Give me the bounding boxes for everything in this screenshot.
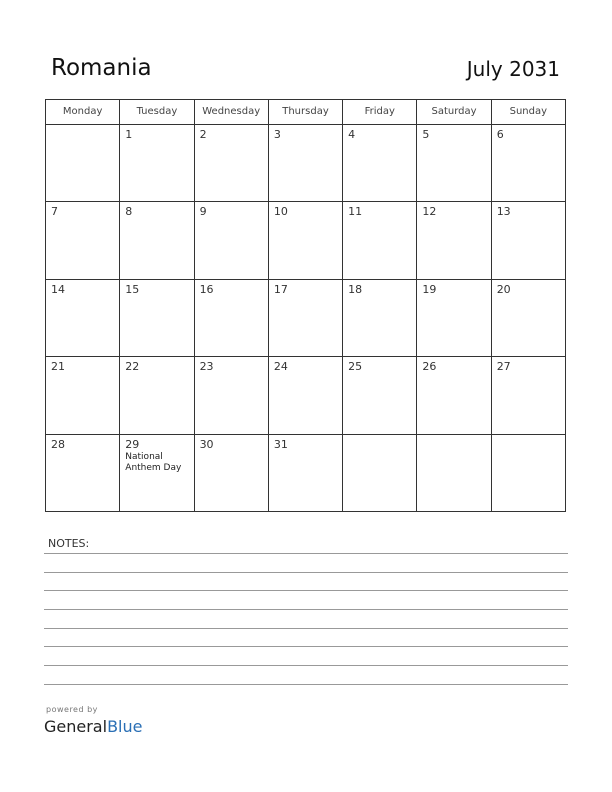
day-number: 3 xyxy=(273,128,281,141)
calendar-grid xyxy=(45,99,566,512)
calendar-week-row xyxy=(46,435,566,512)
calendar-day-cell xyxy=(343,280,417,357)
day-number: 13 xyxy=(496,205,511,219)
notes-line xyxy=(44,609,568,610)
day-number: 14 xyxy=(51,282,65,296)
calendar-day-cell xyxy=(417,357,491,434)
calendar-day-cell xyxy=(269,125,343,202)
day-number: 19 xyxy=(422,282,437,296)
calendar-day-cell xyxy=(46,435,120,512)
day-number: 1 xyxy=(125,128,133,141)
calendar-day-cell xyxy=(46,202,120,279)
day-number: 12 xyxy=(422,205,437,219)
day-number: 7 xyxy=(51,205,58,219)
calendar-day-cell xyxy=(343,357,417,434)
day-number: 23 xyxy=(199,360,214,374)
day-number: 28 xyxy=(51,437,65,451)
day-number: 6 xyxy=(496,128,504,141)
calendar-day-cell xyxy=(343,435,417,512)
calendar-country-title: Romania xyxy=(51,55,152,81)
day-number: 18 xyxy=(348,282,363,296)
notes-line xyxy=(44,684,568,685)
day-number: 21 xyxy=(51,360,65,374)
calendar-day-cell xyxy=(269,357,343,434)
day-number: 30 xyxy=(199,437,214,451)
calendar-day-cell xyxy=(492,435,566,512)
calendar-day-cell xyxy=(120,280,194,357)
day-number: 29 xyxy=(125,437,140,451)
generalblue-logo xyxy=(44,717,142,736)
weekday-friday: Friday xyxy=(343,100,417,125)
notes-line xyxy=(44,665,568,666)
calendar-day-cell xyxy=(195,357,269,434)
calendar-day-cell xyxy=(417,280,491,357)
calendar-day-cell xyxy=(120,435,194,512)
day-number: 25 xyxy=(348,360,363,374)
calendar-month-year: July 2031 xyxy=(466,57,560,81)
calendar-day-cell xyxy=(120,202,194,279)
weekday-wednesday: Wednesday xyxy=(195,100,269,125)
brand-general: General xyxy=(44,717,108,736)
calendar-day-cell xyxy=(492,202,566,279)
notes-line xyxy=(44,646,568,647)
powered-by-text: powered by xyxy=(46,705,98,714)
day-number: 16 xyxy=(199,282,214,296)
calendar-week-row xyxy=(46,357,566,434)
calendar-day-cell xyxy=(343,202,417,279)
calendar-day-cell xyxy=(195,125,269,202)
calendar-day-cell xyxy=(269,435,343,512)
calendar-day-cell xyxy=(46,280,120,357)
day-number: 9 xyxy=(199,205,207,219)
weekday-header-row xyxy=(46,100,566,125)
weekday-saturday: Saturday xyxy=(417,100,491,125)
calendar-day-cell xyxy=(492,125,566,202)
day-number: 24 xyxy=(273,360,288,374)
calendar-day-cell xyxy=(195,280,269,357)
brand-blue: Blue xyxy=(107,717,143,736)
day-number: 15 xyxy=(125,282,140,296)
day-number: 17 xyxy=(273,282,288,296)
calendar-day-cell xyxy=(417,435,491,512)
holiday-event: National Anthem Day xyxy=(125,451,182,473)
weekday-monday: Monday xyxy=(46,100,120,125)
day-number: 8 xyxy=(125,205,133,219)
notes-line xyxy=(44,572,568,573)
calendar-day-cell xyxy=(417,202,491,279)
day-number: 11 xyxy=(348,205,363,219)
calendar-weeks xyxy=(46,125,566,512)
weekday-sunday: Sunday xyxy=(492,100,566,125)
notes-line xyxy=(44,628,568,629)
weekday-tuesday: Tuesday xyxy=(120,100,194,125)
day-number: 2 xyxy=(199,128,207,141)
day-number: 20 xyxy=(496,282,511,296)
calendar-day-cell xyxy=(195,202,269,279)
calendar-day-cell xyxy=(269,280,343,357)
day-number: 31 xyxy=(273,437,288,451)
calendar-week-row xyxy=(46,280,566,357)
day-number: 5 xyxy=(422,128,430,141)
calendar-week-row xyxy=(46,125,566,202)
day-number: 10 xyxy=(273,205,288,219)
notes-label: NOTES: xyxy=(48,537,90,550)
day-number: 26 xyxy=(422,360,437,374)
calendar-day-cell xyxy=(120,357,194,434)
calendar-day-cell xyxy=(492,357,566,434)
calendar-day-cell xyxy=(195,435,269,512)
day-number: 27 xyxy=(496,360,511,374)
calendar-day-cell xyxy=(120,125,194,202)
calendar-day-cell xyxy=(492,280,566,357)
day-number: 22 xyxy=(125,360,140,374)
notes-line xyxy=(44,553,568,554)
calendar-day-cell xyxy=(343,125,417,202)
calendar-day-cell xyxy=(46,125,120,202)
calendar-week-row xyxy=(46,202,566,279)
day-number: 4 xyxy=(348,128,356,141)
calendar-day-cell xyxy=(46,357,120,434)
weekday-thursday: Thursday xyxy=(269,100,343,125)
calendar-day-cell xyxy=(269,202,343,279)
notes-line xyxy=(44,590,568,591)
calendar-day-cell xyxy=(417,125,491,202)
